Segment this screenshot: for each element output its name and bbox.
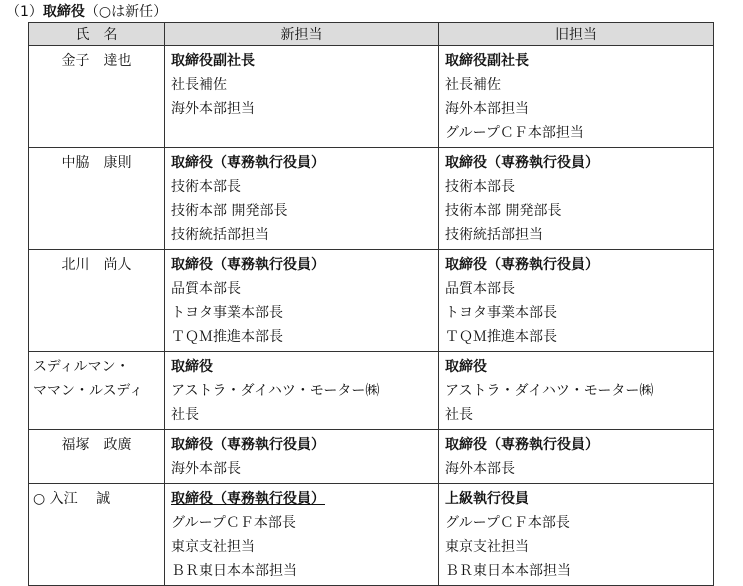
old-role-cell [439, 484, 714, 586]
old-role-cell [439, 148, 714, 250]
new-duty: 技術統括部担当 [171, 227, 269, 243]
old-duty: トヨタ事業本部長 [445, 305, 557, 321]
table-row [29, 430, 714, 484]
old-duty: 社長 [445, 407, 473, 423]
table-row [29, 250, 714, 352]
old-duty: 社長補佐 [445, 77, 501, 93]
new-role-cell [165, 430, 439, 484]
new-position: 取締役副社長 [171, 53, 255, 69]
new-duty: 海外本部長 [171, 461, 241, 477]
name-cell [29, 46, 165, 148]
new-duty: グループＣＦ本部長 [171, 515, 296, 531]
person-name: 福塚 政廣 [61, 437, 132, 453]
old-duty: 品質本部長 [445, 281, 515, 297]
new-duty: 海外本部担当 [171, 101, 255, 117]
new-role-cell [165, 148, 439, 250]
old-position: 取締役 [445, 359, 487, 375]
table-row [29, 484, 714, 586]
new-position: 取締役（専務執行役員） [171, 155, 325, 171]
new-duty: 技術本部 開発部長 [171, 203, 288, 219]
person-name: 北川 尚人 [61, 257, 132, 273]
old-position: 取締役（専務執行役員） [445, 257, 599, 273]
old-role-cell [439, 250, 714, 352]
person-name: スディルマン・ [33, 359, 130, 375]
new-role-cell [165, 352, 439, 430]
old-duty: 海外本部担当 [445, 101, 529, 117]
section-note: （○は新任） [84, 4, 168, 20]
section-number: （1） [6, 4, 43, 20]
table-row [29, 352, 714, 430]
new-role-cell [165, 250, 439, 352]
old-duty: ＢＲ東日本本部担当 [445, 563, 571, 579]
new-duty: トヨタ事業本部長 [171, 305, 283, 321]
name-cell [29, 250, 165, 352]
old-duty: グループＣＦ本部長 [445, 515, 570, 531]
new-duty: アストラ・ダイハツ・モーター㈱ [171, 383, 380, 399]
person-name: 金子 達也 [61, 53, 132, 69]
old-position: 取締役（専務執行役員） [445, 437, 599, 453]
person-name: 中脇 康則 [61, 155, 132, 171]
old-duty: 海外本部長 [445, 461, 515, 477]
new-position: 取締役（専務執行役員） [171, 257, 325, 273]
new-position: 取締役 [171, 359, 213, 375]
old-role-cell [439, 46, 714, 148]
old-role-cell [439, 430, 714, 484]
person-name: ママン・ルスディ [33, 383, 144, 399]
name-cell [29, 148, 165, 250]
old-duty: アストラ・ダイハツ・モーター㈱ [445, 383, 654, 399]
old-duty: ＴＱＭ推進本部長 [445, 329, 557, 345]
name-cell [29, 352, 165, 430]
new-duty: 社長 [171, 407, 199, 423]
directors-table [28, 22, 714, 586]
old-duty: 東京支社担当 [445, 539, 529, 555]
table-row [29, 148, 714, 250]
old-position: 上級執行役員 [445, 491, 529, 507]
old-duty: 技術本部長 [445, 179, 515, 195]
header-row [29, 23, 714, 46]
new-role-cell [165, 484, 439, 586]
old-duty: 技術統括部担当 [445, 227, 543, 243]
table-row [29, 46, 714, 148]
new-role-cell [165, 46, 439, 148]
name-cell [29, 430, 165, 484]
old-position: 取締役（専務執行役員） [445, 155, 599, 171]
header-old-role: 旧担当 [439, 23, 714, 46]
old-duty: グループＣＦ本部担当 [445, 125, 584, 141]
header-name: 氏 名 [29, 23, 165, 46]
new-duty: 技術本部長 [171, 179, 241, 195]
new-position: 取締役（専務執行役員） [171, 491, 325, 507]
new-position: 取締役（専務執行役員） [171, 437, 325, 453]
person-name: ○ 入江 誠 [33, 491, 111, 507]
old-position: 取締役副社長 [445, 53, 529, 69]
new-duty: 品質本部長 [171, 281, 241, 297]
header-new-role: 新担当 [165, 23, 439, 46]
new-duty: ＢＲ東日本本部担当 [171, 563, 297, 579]
new-duty: 東京支社担当 [171, 539, 255, 555]
section-title [6, 3, 167, 21]
new-duty: ＴＱＭ推進本部長 [171, 329, 283, 345]
old-duty: 技術本部 開発部長 [445, 203, 562, 219]
section-heading: 取締役 [42, 4, 85, 20]
new-duty: 社長補佐 [171, 77, 227, 93]
old-role-cell [439, 352, 714, 430]
name-cell [29, 484, 165, 586]
